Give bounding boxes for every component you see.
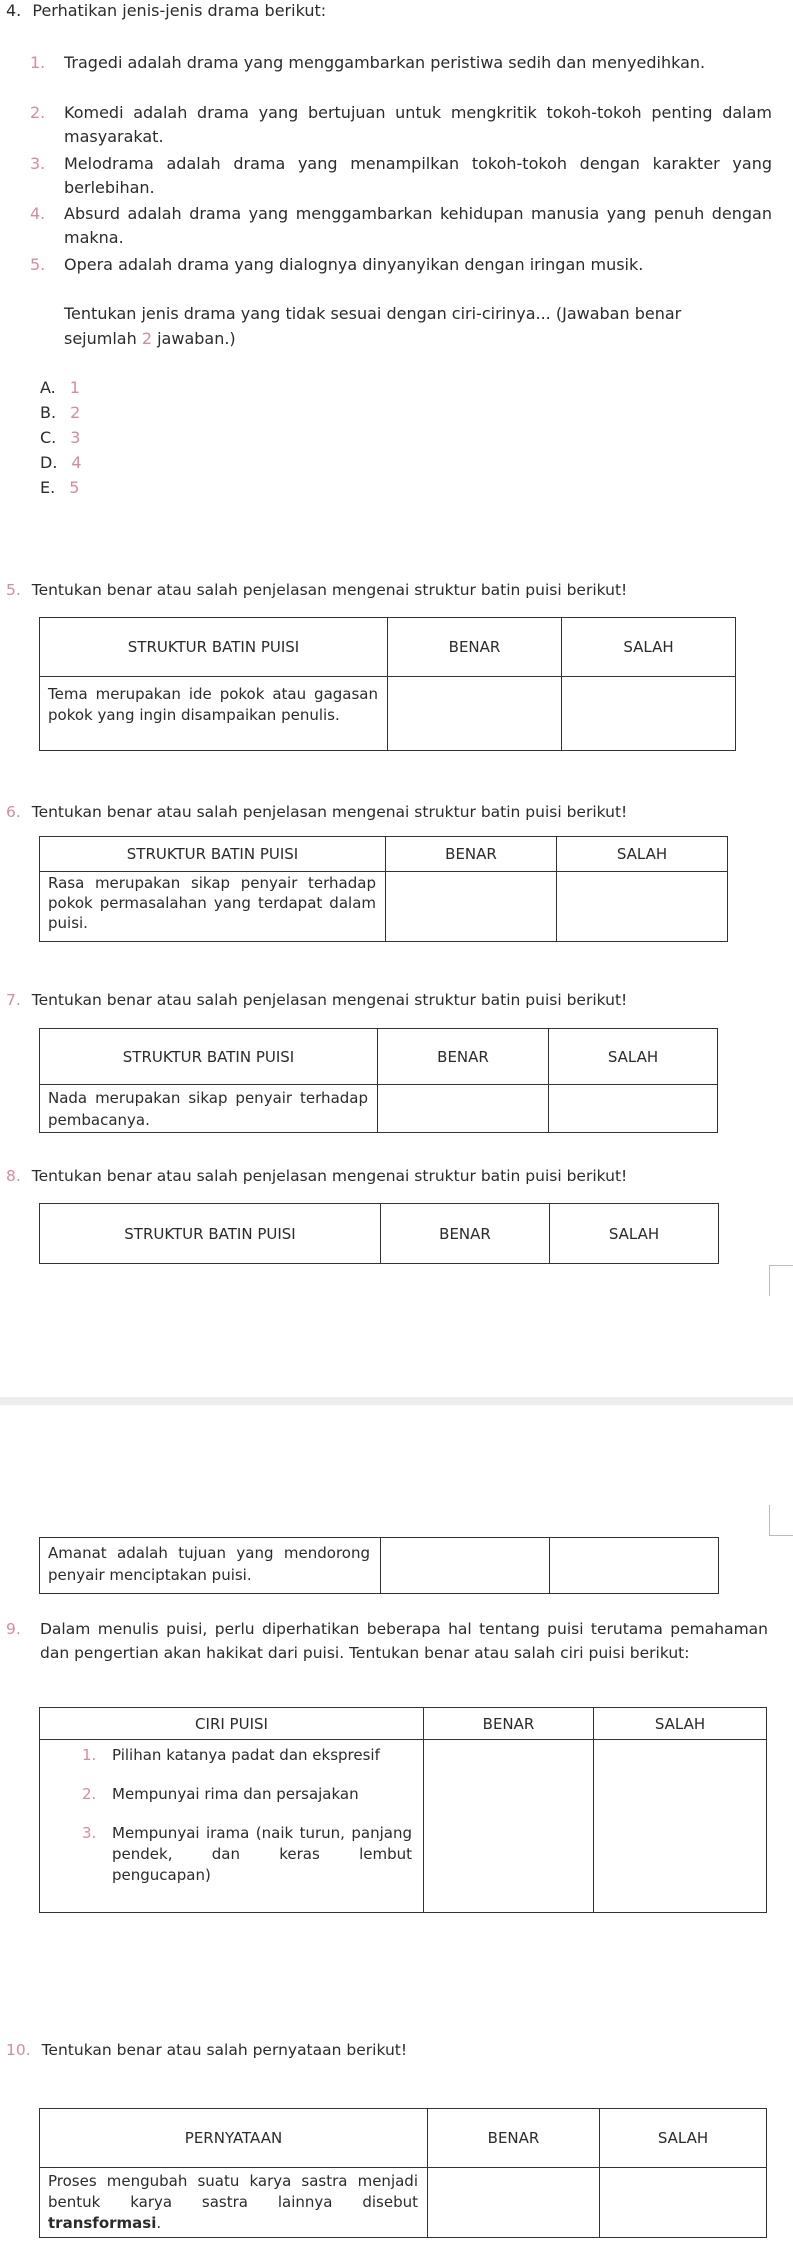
row-keyword: transformasi: [48, 2214, 157, 2232]
item-text: Absurd adalah drama yang menggambarkan kehidupan manusia yang penuh dengan makna.: [64, 204, 772, 247]
q8-number: 8.: [6, 1167, 21, 1185]
benar-answer-cell[interactable]: [381, 1538, 549, 1593]
item-text: Melodrama adalah drama yang menampilkan tokoh-tokoh dengan karakter yang berlebihan.: [64, 154, 772, 197]
option-value: 4: [71, 453, 82, 472]
page-corner-mark: [769, 1505, 793, 1536]
table-header-salah: SALAH: [654, 1714, 706, 1733]
q9-number: 9.: [6, 1620, 21, 1638]
table-row-statement: Nada merupakan sikap penyair terhadap pembacanya.: [48, 1089, 368, 1129]
q5-number: 5.: [6, 581, 21, 599]
salah-answer-cell[interactable]: [594, 1740, 766, 1912]
q6-question: [6, 800, 627, 824]
item-number: 4.: [30, 204, 46, 223]
page-break-band: [0, 1397, 793, 1405]
option-value: 2: [70, 403, 81, 422]
benar-answer-cell[interactable]: [386, 872, 556, 941]
table-header-statement: STRUKTUR BATIN PUISI: [127, 638, 300, 656]
item-number: 3.: [30, 154, 46, 173]
table-header-statement: STRUKTUR BATIN PUISI: [126, 845, 299, 863]
option-letter: D.: [40, 453, 58, 472]
q7-question: [6, 988, 627, 1012]
table-header-benar: BENAR: [448, 638, 501, 656]
q4-prompt-line2: [64, 327, 236, 351]
table-header-salah: SALAH: [608, 1224, 660, 1243]
table-header-benar: BENAR: [437, 1047, 489, 1066]
salah-answer-cell[interactable]: [549, 1085, 717, 1132]
option-value: 3: [70, 428, 81, 447]
table-row: [82, 1823, 412, 1886]
item-number: 5.: [30, 255, 46, 274]
q4-header: [6, 0, 326, 23]
table-header-statement: STRUKTUR BATIN PUISI: [124, 1224, 296, 1243]
q6-text: Tentukan benar atau salah penjelasan mengenai struktur batin puisi berikut!: [31, 803, 628, 821]
q7-text: Tentukan benar atau salah penjelasan mengenai struktur batin puisi berikut!: [31, 991, 628, 1009]
row-number: 2.: [82, 1785, 97, 1803]
table-header-salah: SALAH: [623, 638, 674, 656]
q10-table: [39, 2108, 767, 2238]
q5-question: [6, 578, 627, 602]
table-row-statement: Amanat adalah tujuan yang mendorong penyair menciptakan puisi.: [48, 1544, 370, 1584]
row-text: Pilihan katanya padat dan ekspresif: [112, 1746, 380, 1764]
q9-text: Dalam menulis puisi, perlu diperhatikan beberapa hal tentang puisi terutama pemahaman dan pengertian akan hakikat dari puisi. Tentukan benar atau salah ciri puisi berikut:: [40, 1620, 768, 1662]
q10-question: [6, 2038, 407, 2062]
option-b[interactable]: [40, 401, 80, 425]
benar-answer-cell[interactable]: [388, 677, 561, 750]
item-text: Komedi adalah drama yang bertujuan untuk mengkritik tokoh-tokoh penting dalam masyarakat.: [64, 103, 772, 146]
q10-text: Tentukan benar atau salah pernyataan berikut!: [41, 2041, 408, 2059]
table-header-statement: CIRI PUISI: [195, 1714, 268, 1733]
table-header-statement: STRUKTUR BATIN PUISI: [122, 1047, 295, 1066]
q8-table-row: [39, 1537, 719, 1594]
benar-answer-cell[interactable]: [428, 2168, 599, 2237]
q8-text: Tentukan benar atau salah penjelasan mengenai struktur batin puisi berikut!: [31, 1167, 628, 1185]
q4-prompt-line1: Tentukan jenis drama yang tidak sesuai dengan ciri-cirinya... (Jawaban benar: [64, 304, 682, 323]
answer-count: 2: [141, 329, 153, 348]
prompt-text: sejumlah: [64, 329, 142, 348]
option-letter: B.: [40, 403, 57, 422]
q8-question: [6, 1164, 627, 1188]
salah-answer-cell[interactable]: [557, 872, 727, 941]
option-d[interactable]: [40, 451, 82, 475]
item-text: Tragedi adalah drama yang menggambarkan peristiwa sedih dan menyedihkan.: [64, 53, 706, 72]
option-letter: E.: [40, 478, 56, 497]
q9-question: [6, 1617, 768, 1665]
table-row-statement: Rasa merupakan sikap penyair terhadap pokok permasalahan yang terdapat dalam puisi.: [48, 874, 376, 932]
q6-table: [39, 836, 728, 942]
q5-table: [39, 617, 736, 751]
table-row: [82, 1784, 412, 1804]
list-item: [30, 202, 772, 250]
prompt-text-end: jawaban.): [152, 329, 236, 348]
option-e[interactable]: [40, 476, 79, 500]
item-number: 2.: [30, 103, 46, 122]
table-header-salah: SALAH: [616, 845, 668, 863]
q8-table-header: [39, 1203, 719, 1264]
page-corner-mark: [769, 1265, 793, 1296]
table-row-statement: [48, 2171, 418, 2234]
q10-number: 10.: [6, 2041, 31, 2059]
q6-number: 6.: [6, 803, 21, 821]
row-text-end: .: [156, 2214, 162, 2232]
salah-answer-cell[interactable]: [600, 2168, 766, 2237]
row-number: 1.: [82, 1746, 97, 1764]
list-item: [30, 253, 772, 277]
list-item: [30, 101, 772, 149]
salah-answer-cell[interactable]: [562, 677, 735, 750]
row-text: Mempunyai rima dan persajakan: [112, 1785, 359, 1803]
salah-answer-cell[interactable]: [550, 1538, 718, 1593]
q4-intro: Perhatikan jenis-jenis drama berikut:: [32, 1, 327, 20]
q7-number: 7.: [6, 991, 21, 1009]
table-header-benar: BENAR: [445, 845, 497, 863]
benar-answer-cell[interactable]: [424, 1740, 593, 1912]
table-row-statement: Tema merupakan ide pokok atau gagasan pokok yang ingin disampaikan penulis.: [48, 685, 378, 724]
table-row: [82, 1745, 412, 1765]
option-value: 5: [69, 478, 80, 497]
table-header-benar: BENAR: [439, 1224, 491, 1243]
list-item: [30, 152, 772, 200]
list-item: [30, 51, 772, 75]
table-header-benar: BENAR: [482, 1714, 535, 1733]
q7-table: [39, 1028, 718, 1133]
option-a[interactable]: [40, 376, 80, 400]
benar-answer-cell[interactable]: [378, 1085, 548, 1132]
row-text: Mempunyai irama (naik turun, panjang pendek, dan keras lembut pengucapan): [112, 1824, 412, 1884]
table-header-statement: PERNYATAAN: [184, 2129, 283, 2147]
item-number: 1.: [30, 53, 46, 72]
table-header-salah: SALAH: [657, 2129, 709, 2147]
q5-text: Tentukan benar atau salah penjelasan mengenai struktur batin puisi berikut!: [31, 581, 628, 599]
row-number: 3.: [82, 1824, 97, 1842]
row-text: Proses mengubah suatu karya sastra menjadi bentuk karya sastra lainnya disebut: [48, 2172, 418, 2211]
item-text: Opera adalah drama yang dialognya dinyanyikan dengan iringan musik.: [64, 255, 644, 274]
option-c[interactable]: [40, 426, 80, 450]
q4-number: 4.: [6, 1, 22, 20]
q9-table: [39, 1707, 767, 1913]
option-value: 1: [69, 378, 80, 397]
option-letter: C.: [40, 428, 57, 447]
table-header-salah: SALAH: [607, 1047, 659, 1066]
table-header-benar: BENAR: [487, 2129, 540, 2147]
option-letter: A.: [40, 378, 56, 397]
